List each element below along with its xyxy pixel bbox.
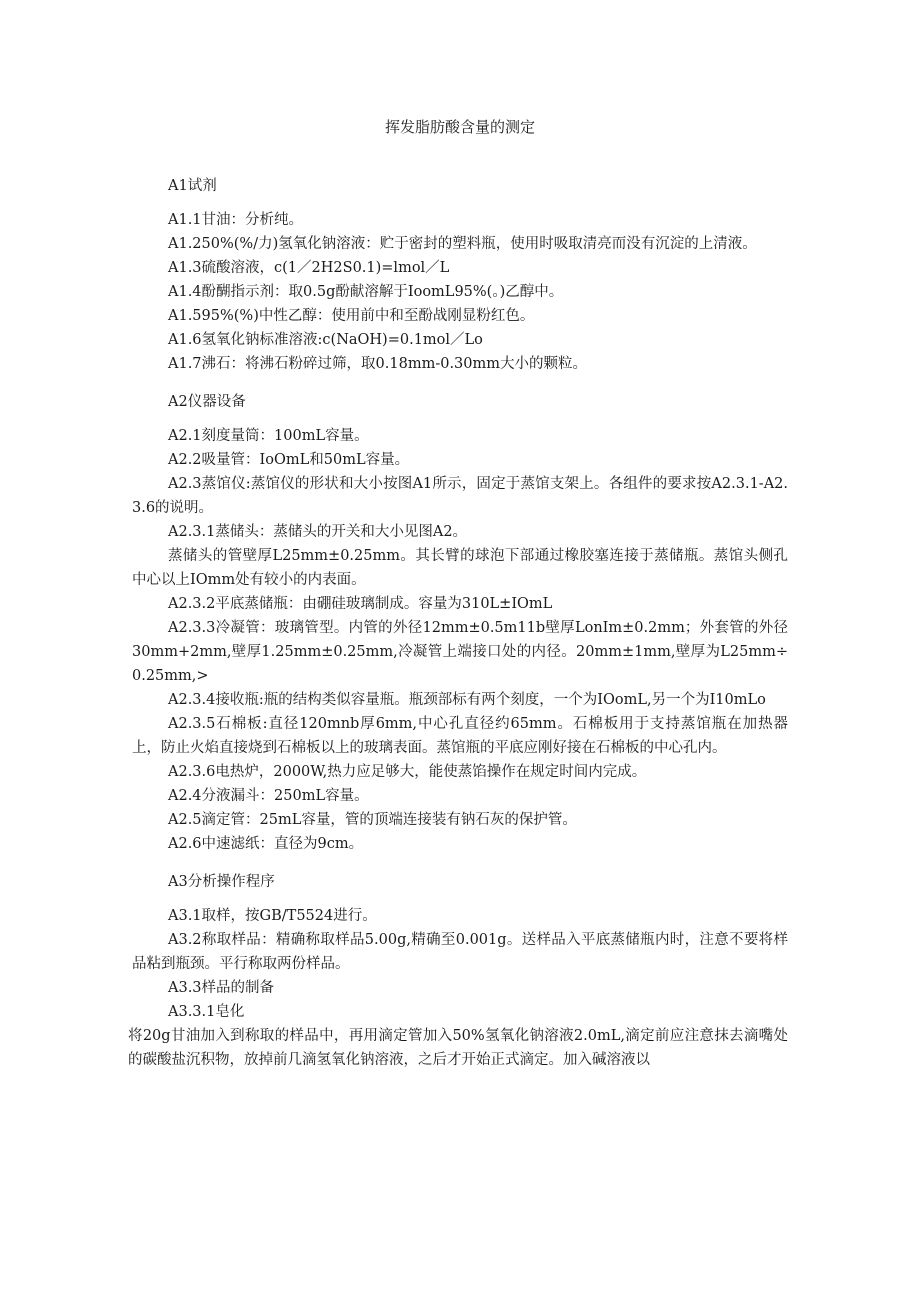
document-title: 挥发脂肪酸含量的测定 — [384, 118, 535, 136]
paragraph: A1.3硫酸溶液，c(1／2H2S0.1)=lmol／L — [168, 260, 450, 276]
paragraph: A2.2吸量管：IoOmL和50mL容量。 — [168, 452, 410, 468]
paragraph: A1.250%(%/力)氢氧化钠溶液：贮于密封的塑料瓶，使用时吸取清亮而没有沉淀的上清液。 — [168, 236, 757, 252]
paragraph: A1.7沸石：将沸石粉碎过筛，取0.18mm-0.30mm大小的颗粒。 — [168, 356, 587, 372]
paragraph: 蒸储头的管壁厚L25mm±0.25mm。其长臂的球泡下部通过橡胶塞连接于蒸储瓶。蒸馆头侧孔中心以上IOmm处有较小的内表面。 — [132, 548, 788, 588]
paragraph: A2.3.5石棉板:直径120mnb厚6mm,中心孔直径约65mm。石棉板用于支持蒸馆瓶在加热器上，防止火焰直接烧到石棉板以上的玻璃表面。蒸馆瓶的平底应刚好接在石棉板的中心孔内。 — [132, 716, 788, 756]
paragraph: 将20g甘油加入到称取的样品中，再用滴定管加入50%氢氧化钠溶液2.0mL,滴定前应注意抹去滴嘴处的碳酸盐沉积物，放掉前几滴氢氧化钠溶液，之后才开始正式滴定。加入碱溶液以 — [128, 1028, 788, 1068]
section-heading: A1试剂 — [168, 178, 217, 194]
paragraph: A2.3.2平底蒸储瓶：由硼硅玻璃制成。容量为310L±IOmL — [168, 596, 553, 612]
paragraph: A2.3蒸馆仪:蒸馆仪的形状和大小按图A1所示，固定于蒸馆支架上。各组件的要求按A2.3.1-A2.3.6的说明。 — [132, 476, 788, 516]
paragraph: A1.595%(%)中性乙醇：使用前中和至酚战刚显粉红色。 — [168, 308, 535, 324]
paragraph: A2.6中速滤纸：直径为9cm。 — [168, 836, 364, 852]
paragraph: A3.2称取样品：精确称取样品5.00g,精确至0.001g。送样品入平底蒸储瓶内时，注意不要将样品粘到瓶颈。平行称取两份样品。 — [132, 932, 788, 972]
paragraph: A2.3.4接收瓶:瓶的结构类似容量瓶。瓶颈部标有两个刻度，一个为IOomL,另一个为I10mLo — [168, 692, 766, 708]
paragraph: A2.5滴定管：25mL容量，管的顶端连接装有钠石灰的保护管。 — [168, 812, 577, 828]
paragraph: A2.4分液漏斗：250mL容量。 — [168, 788, 369, 804]
paragraph: A2.3.1蒸储头：蒸储头的开关和大小见图A2。 — [168, 524, 468, 540]
paragraph: A1.6氢氧化钠标准溶液:c(NaOH)=0.1mol／Lo — [168, 332, 483, 348]
section-heading: A2仪器设备 — [168, 394, 246, 410]
paragraph: A3.1取样，按GB/T5524进行。 — [168, 908, 377, 924]
paragraph: A2.3.3冷凝管：玻璃管型。内管的外径12mm±0.5m11b壁厚LonIm±0.2mm；外套管的外径30mm+2mm,壁厚1.25mm±0.25mm,冷凝管上端接口处的内径。20mm±1mm,壁厚为L25mm÷0.25mm,> — [132, 620, 788, 684]
paragraph: A2.1刻度量筒：100mL容量。 — [168, 428, 369, 444]
document-body — [128, 174, 788, 1072]
paragraph: A1.1甘油：分析纯。 — [168, 212, 304, 228]
section-heading: A3分析操作程序 — [168, 874, 275, 890]
paragraph: A3.3.1皂化 — [168, 1004, 245, 1020]
paragraph: A1.4酚醐指示剂：取0.5g酚献溶解于IoomL95%(。)乙醇中。 — [168, 284, 564, 300]
paragraph: A2.3.6电热炉，2000W,热力应足够大，能使蒸馅操作在规定时间内完成。 — [168, 764, 647, 780]
paragraph: A3.3样品的制备 — [168, 980, 275, 996]
